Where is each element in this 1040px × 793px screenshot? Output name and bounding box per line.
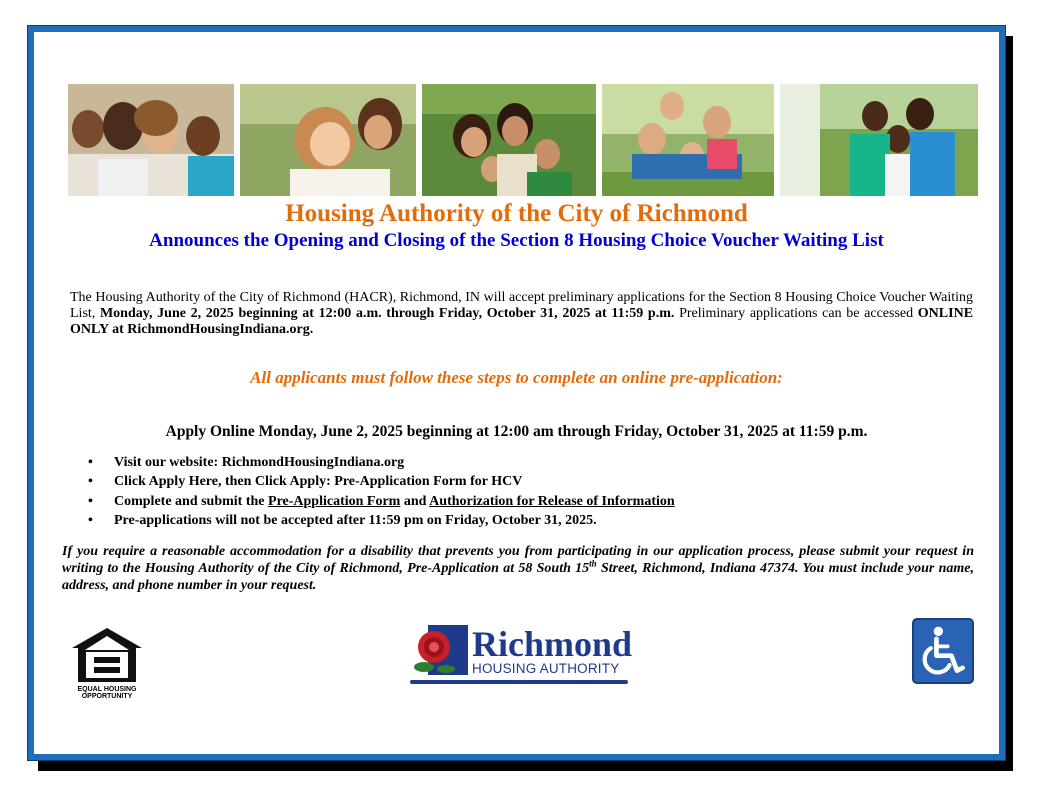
step-and-text: and bbox=[403, 493, 427, 509]
step-deadline: Pre-applications will not be accepted after 11:59 pm on Friday, October 31, 2025. bbox=[114, 512, 597, 528]
list-item bbox=[88, 472, 675, 491]
bullet-icon: • bbox=[88, 474, 93, 490]
page-title: Housing Authority of the City of Richmond bbox=[285, 200, 748, 227]
family-photo-2 bbox=[240, 84, 416, 196]
steps-list bbox=[88, 453, 675, 530]
accommodation-text-2: Street, Richmond, Indiana 47374. You must include your name, address, and phone number in your request. bbox=[62, 561, 975, 593]
flyer-frame bbox=[28, 26, 1005, 760]
bullet-icon: • bbox=[88, 493, 93, 509]
step-click-apply: Click Apply Here, then Click Apply: Pre-Application Form for HCV bbox=[114, 474, 523, 490]
bullet-icon: • bbox=[88, 512, 93, 528]
list-item bbox=[88, 511, 675, 530]
family-photo-5 bbox=[780, 84, 978, 196]
equal-housing-icon bbox=[68, 624, 146, 686]
eho-line-1: EQUAL HOUSING bbox=[77, 686, 137, 693]
pre-application-form-link[interactable]: Pre-Application Form bbox=[268, 493, 401, 509]
wheelchair-accessible-icon bbox=[912, 618, 974, 684]
logo-underline bbox=[410, 680, 628, 684]
list-item bbox=[88, 492, 675, 511]
logo-name: Richmond bbox=[472, 624, 633, 664]
logo-subtitle: HOUSING AUTHORITY bbox=[472, 661, 620, 676]
steps-heading: All applicants must follow these steps to complete an online pre-application: bbox=[250, 368, 783, 387]
ordinal-suffix: th bbox=[589, 558, 597, 569]
intro-paragraph bbox=[70, 290, 973, 338]
page-subtitle: Announces the Opening and Closing of the Section 8 Housing Choice Voucher Waiting List bbox=[149, 230, 884, 251]
step-visit-website: Visit our website: RichmondHousingIndiana.org bbox=[114, 455, 405, 470]
richmond-housing-logo bbox=[410, 623, 633, 691]
photo-banner bbox=[68, 84, 978, 196]
intro-dates: Monday, June 2, 2025 beginning at 12:00 a.m. through Friday, October 31, 2025 at 11:59 p.m. bbox=[99, 306, 675, 321]
equal-housing-logo bbox=[68, 624, 146, 704]
equal-housing-caption bbox=[68, 686, 146, 700]
accommodation-text: If you require a reasonable accommodation for a disability that prevents you from participating in our application process, please submit your request in writing to the Housing Authority of the City of Richmond, Pre-Application at 58 South 15 bbox=[62, 544, 974, 576]
family-photo-3 bbox=[422, 84, 596, 196]
accommodation-notice bbox=[62, 543, 974, 594]
intro-online-only: ONLINE ONLY at RichmondHousingIndiana.org. bbox=[70, 306, 974, 337]
family-photo-4 bbox=[602, 84, 774, 196]
list-item bbox=[88, 453, 675, 472]
intro-text: The Housing Authority of the City of Richmond (HACR), Richmond, IN will accept preliminary applications for the Section 8 Housing Choice Voucher Waiting List, bbox=[70, 290, 973, 321]
bullet-icon: • bbox=[88, 455, 93, 470]
step-complete-text: Complete and submit the bbox=[114, 493, 265, 509]
authorization-release-link[interactable]: Authorization for Release of Information bbox=[429, 493, 675, 509]
eho-line-2: OPPORTUNITY bbox=[81, 693, 133, 700]
apply-online-line: Apply Online Monday, June 2, 2025 beginning at 12:00 am through Friday, October 31, 2025 at 11:59 p.m. bbox=[165, 423, 868, 440]
intro-text-2: Preliminary applications can be accessed bbox=[679, 306, 914, 321]
richmond-rose-icon bbox=[410, 625, 472, 679]
family-photo-1 bbox=[68, 84, 234, 196]
